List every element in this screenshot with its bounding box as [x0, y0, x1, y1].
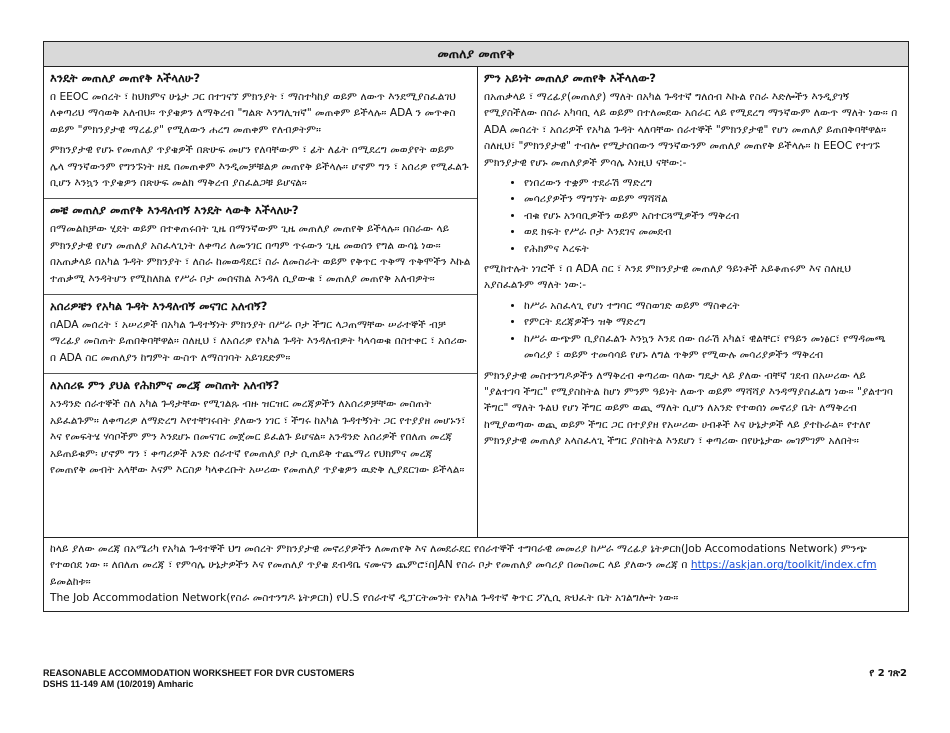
list-item: • የሕክምና እረፍት: [524, 241, 902, 257]
content-columns: [44, 67, 908, 538]
source-note: [44, 538, 908, 611]
heading-when-to-request: መቼ መጠለያ መጠየቅ እንዳለብኝ እንዴት ላውቅ እችላለሁ?: [50, 203, 299, 218]
heading-how-to-request: እንዴት መጠለያ መጠየቅ እችላለሁ?: [50, 71, 200, 85]
left-column: [44, 67, 478, 537]
paragraph: አንዳንድ ሰራተኞች ስለ አካል ጉዳታቸው የሚገልጹ ብዙ ዝርዝር መረጃዎችን ለአሰሪዎቻቸው መስጠት አይፈልጉም። ለቀጣሪዎ ለማድረግ እየተቸገሩበት ያለውን ነገር ፣ ችግሩ ከአካል ጉዳተኝነት ጋር የተያያዘ መሆኑን፣ እና የመፍትሄ ሃሳቦችም ምን እንደሆኑ በመናገር መጀመር ይፈልጉ ይሆናል። አንዳንድ አሰሪዎች የበለጠ መረጃ አይጠይቁም፡ ሆኖም ግን ፣ ቀጣሪዎች አንድ ሰራተኛ የመጠለያ ቦታ ሲጠይቅ ተጨማሪ የህክምና መረጃ የመጠየቅ መብት አላቸው እናም እርስዎ ካላቀረቡት አሠሪው የመጠለያ ጥያቄዎን ዉድቅ ሊያደርገው ይችላል።: [50, 398, 466, 476]
heading-disclose-disability: አሰሪዎቼን የአካል ጉዳት እንዳለብኝ መናገር አለብኝ?: [50, 299, 268, 314]
heading-medical-info: ለአሰሪዬ ምን ያህል የሕክምና መረጃ መስጠት አለብኝ?: [50, 378, 280, 393]
paragraph: በአጠቃላይ ፣ ማረፊያ(መጠለያ) ማለት በአካል ጉዳተኛ ግለሰብ እኩል የስራ እድሎችን እንዲያገኝ የሚያስችለው በስራ አካባቢ ላይ ወይም በተለመደው አሰራር ላይ የሚደረግ ማንኛውም ለውጥ ማለት ነው። በ ADA መሰረት ፣ አሰሪዎች የአካል ጉዳት ላለባቸው ሰራተኞች "ምክንያታዊ" የሆነ መጠለያ ይጠበቅባቸዋል። ስለዚህ፣ "ምክንያታዊ" ተብሎ የሚታሰበውን ማንኛውንም መጠለያ መጠየቅ ይችላሉ። ከ EEOC የተገኙ ምክንያታዊ የሆኑ መጠለያዎች ምሳሌ እነዚህ ናቸው:-: [484, 91, 898, 169]
page-number: የ 2 ገጽ2: [869, 668, 907, 679]
exclusions-list: [484, 298, 902, 364]
section-medical-info: [44, 378, 477, 485]
source-paragraph: [50, 541, 902, 590]
section-disclose-disability: [44, 299, 477, 374]
list-item: • ከሥራ ውጭም ቢያስፈልጉ እንኳን እንደ ሰው ሰራሽ አካል፣ ዊልቸር፣ የዓይን መነፅር፣ የማዳመጫ መሳሪያ ፣ ወይም ተመሳሳይ የሆኑ ለግል ጥቅም የሚውሉ መሳሪያዎችን ማቅረብ: [524, 331, 902, 364]
section-how-to-request: [44, 71, 477, 199]
paragraph: ምክንያታዊ የሆኑ የመጠለያ ጥያቄዎች በጽሁፍ መሆን የለባቸውም ፣ ፊት ለፊት በሚደረግ መወያየት ወይም ሌላ ማንኛውንም የግንኙነት ዘዴ በመጠቀም እንዲመቻቹልዎ መጠየቅ ይችላሉ። ሆኖም ግን ፣ አሰሪዎ የሚፈልጉ ቢሆን እንኳን ጥያቄዎን በጽሁፍ መልክ ማቅረብ ያስፈልጋቹ ይሆናል።: [50, 144, 469, 190]
paragraph: በADA መሰረት ፣ አሠሪዎች በአካል ጉዳተኝነት ምክንያት በሥራ ቦታ ችግር ላጋጠማቸው ሠራተኞች ብቻ ማረፊያ መስጠት ይጠበቅባቸዋል። ስለዚህ ፣ ለአሰሪዎ የአካል ጉዳት እንዳለብዎት ካላሳወቁ በስተቀር ፣ አሰሪው በ ADA ስር መጠለያን ከግምት ውስጥ ለማስገባት አይገደድም።: [50, 319, 467, 364]
examples-list: [484, 175, 902, 257]
list-item: • ብቁ የሆኑ አንባቢዎችን ወይም አስተርጓሚዎችን ማቅረብ: [524, 208, 902, 224]
jan-paragraph: The Job Accommodation Network(የስራ መስተንግዶ ኔትዎርክ) የU.S የሰራተኛ ዲፓርትመንት የአካል ጉዳተኛ ቅጥር ፖሊሲ ጽህፈት ቤት አገልግሎት ነው።: [50, 592, 679, 605]
form-number: DSHS 11-149 AM (10/2019) Amharic: [43, 679, 194, 689]
right-column: [478, 67, 908, 537]
form-title: REASONABLE ACCOMMODATION WORKSHEET FOR DVR CUSTOMERS: [43, 668, 355, 678]
heading-what-to-request: ምን አይነት መጠለያ መጠየቅ እችላለው?: [484, 71, 656, 85]
askjan-link[interactable]: https://askjan.org/toolkit/index.cfm: [690, 559, 877, 572]
section-when-to-request: [44, 203, 477, 295]
paragraph: በማመልከቻው ሂደት ወይም በተቀጠሩበት ጊዜ በማንኛውም ጊዜ መጠለያ መጠየቅ ይችላሉ። በስራው ላይ ምክንያታዊ የሆነ መጠለያ አስፈላጊነት ለቀጣሪ ለመንገር በጣም ጥሩውን ጊዜ መወሰን የግል ውሳኔ ነው። በአጠቃላይ በአካል ጉዳት ምክንያት ፣ ለስራ ከመወዳደር፣ ስራ ለመስራት ወይም የቅጥር ጥቅማ ጥቅሞችን እኩል ተጠቃሚ እንዳትሆን የሚከለክል የሥራ ቦታ መሰናክል እንዳለ ሲያውቁ ፣ መጠለያ መጠየቅ አለብዎት።: [50, 223, 471, 285]
list-item: • መሳሪያዎችን ማግኘት ወይም ማሻሻል: [524, 191, 902, 207]
list-item: • የምርት ደረጃዎችን ዝቅ ማድረግ: [524, 314, 902, 330]
source-text-end: ይመልከቱ።: [50, 575, 91, 588]
list-item: • የነበረውን ተቋም ተደራሽ ማድረግ: [524, 175, 902, 191]
worksheet-table: [43, 41, 909, 612]
list-item: • ከሥራ አስፈላጊ የሆነ ተግባር ማስወገድ ወይም ማስቀረት: [524, 298, 902, 314]
list-item: • ወደ ክፍት የሥራ ቦታ እንደገና መመደብ: [524, 224, 902, 240]
paragraph: ምክንያታዊ መስተንግዶዎችን ለማቅረብ ቀጣሪው ባለው ግዴታ ላይ ያለው ብቸኛ ገደብ በአሠሪው ላይ "ያልተገባ ችግር" የሚያስከትል ከሆነ ምንም ዓይነት ለውጥ ወይም ማሻሻያ እንዳማያስፈልግ ነው። "ያልተገባ ችግር" ማለት ጉልህ የሆነ ችግር ወይም ወጪ ማለት ሲሆን ለአንድ የተወሰነ መኖሪያ ቤት ለማቅረብ ከሚያወጣው ወጪ ወይም ችግር ጋር በተያያዘ የአሠሪው ሀብቶች እና ሁኔታዎች ላይ ያተኩራል። የተለየ ምክንያታዊ መጠለያ አላስፈላጊ ችግር ያስከትል እንደሆነ ፣ ቀጣሪው በየሁኔታው መገምገም አለበት።: [484, 369, 893, 448]
source-text: ከላይ ያለው መረጃ በአሜሪካ የአካል ጉዳተኞች ህግ መሰረት ምክንያታዊ መኖሪያዎችን ለመጠየቅ እና ለመደራደር የሰራተኞች ተግባራዊ መመሪያ ከሥራ ማረፊያ ኔትዎርክ(Job Accomodations Network) ምንጭ የተወሰደ ነው ። ለበለጠ መረጃ ፣ የምሳሌ ሁኔታዎችን እና የመጠለያ ጥያቄ ደብዳቤ ናሙናን ጨምሮ፣በJAN የስራ ቦታ የመጠለያ መሳሪያ በመስመር ላይ ያለውን መረጃ በ: [50, 543, 868, 572]
paragraph: የሚከተሉት ነገሮች ፣ በ ADA ስር ፣ እንደ ምክንያታዊ መጠለያ ዓይነቶች አይቆጠሩም እና ስለዚህ አያስፈልጉም ማለት ነው:-: [484, 263, 852, 292]
form-footer: [43, 668, 354, 690]
paragraph: በ EEOC መሰረት ፣ ከህክምና ሁኔታ ጋር በተገናኘ ምክንያት ፣ ማስተካከያ ወይም ለውጥ እንደሚያስፈልገህ ለቀጣሪህ ማሳወቅ አለብህ። ጥያቄዎን ለማቅረብ "ግልጽ እንግሊዝኛ" መጠቀም ይችላሉ። ADA ን መጥቀስ ወይም "ምክንያታዊ ማረፊያ" የሚለውን ሐረግ መጠቀም የለብዎትም።: [50, 91, 457, 136]
section-title: መጠለያ መጠየቅ: [44, 42, 908, 67]
